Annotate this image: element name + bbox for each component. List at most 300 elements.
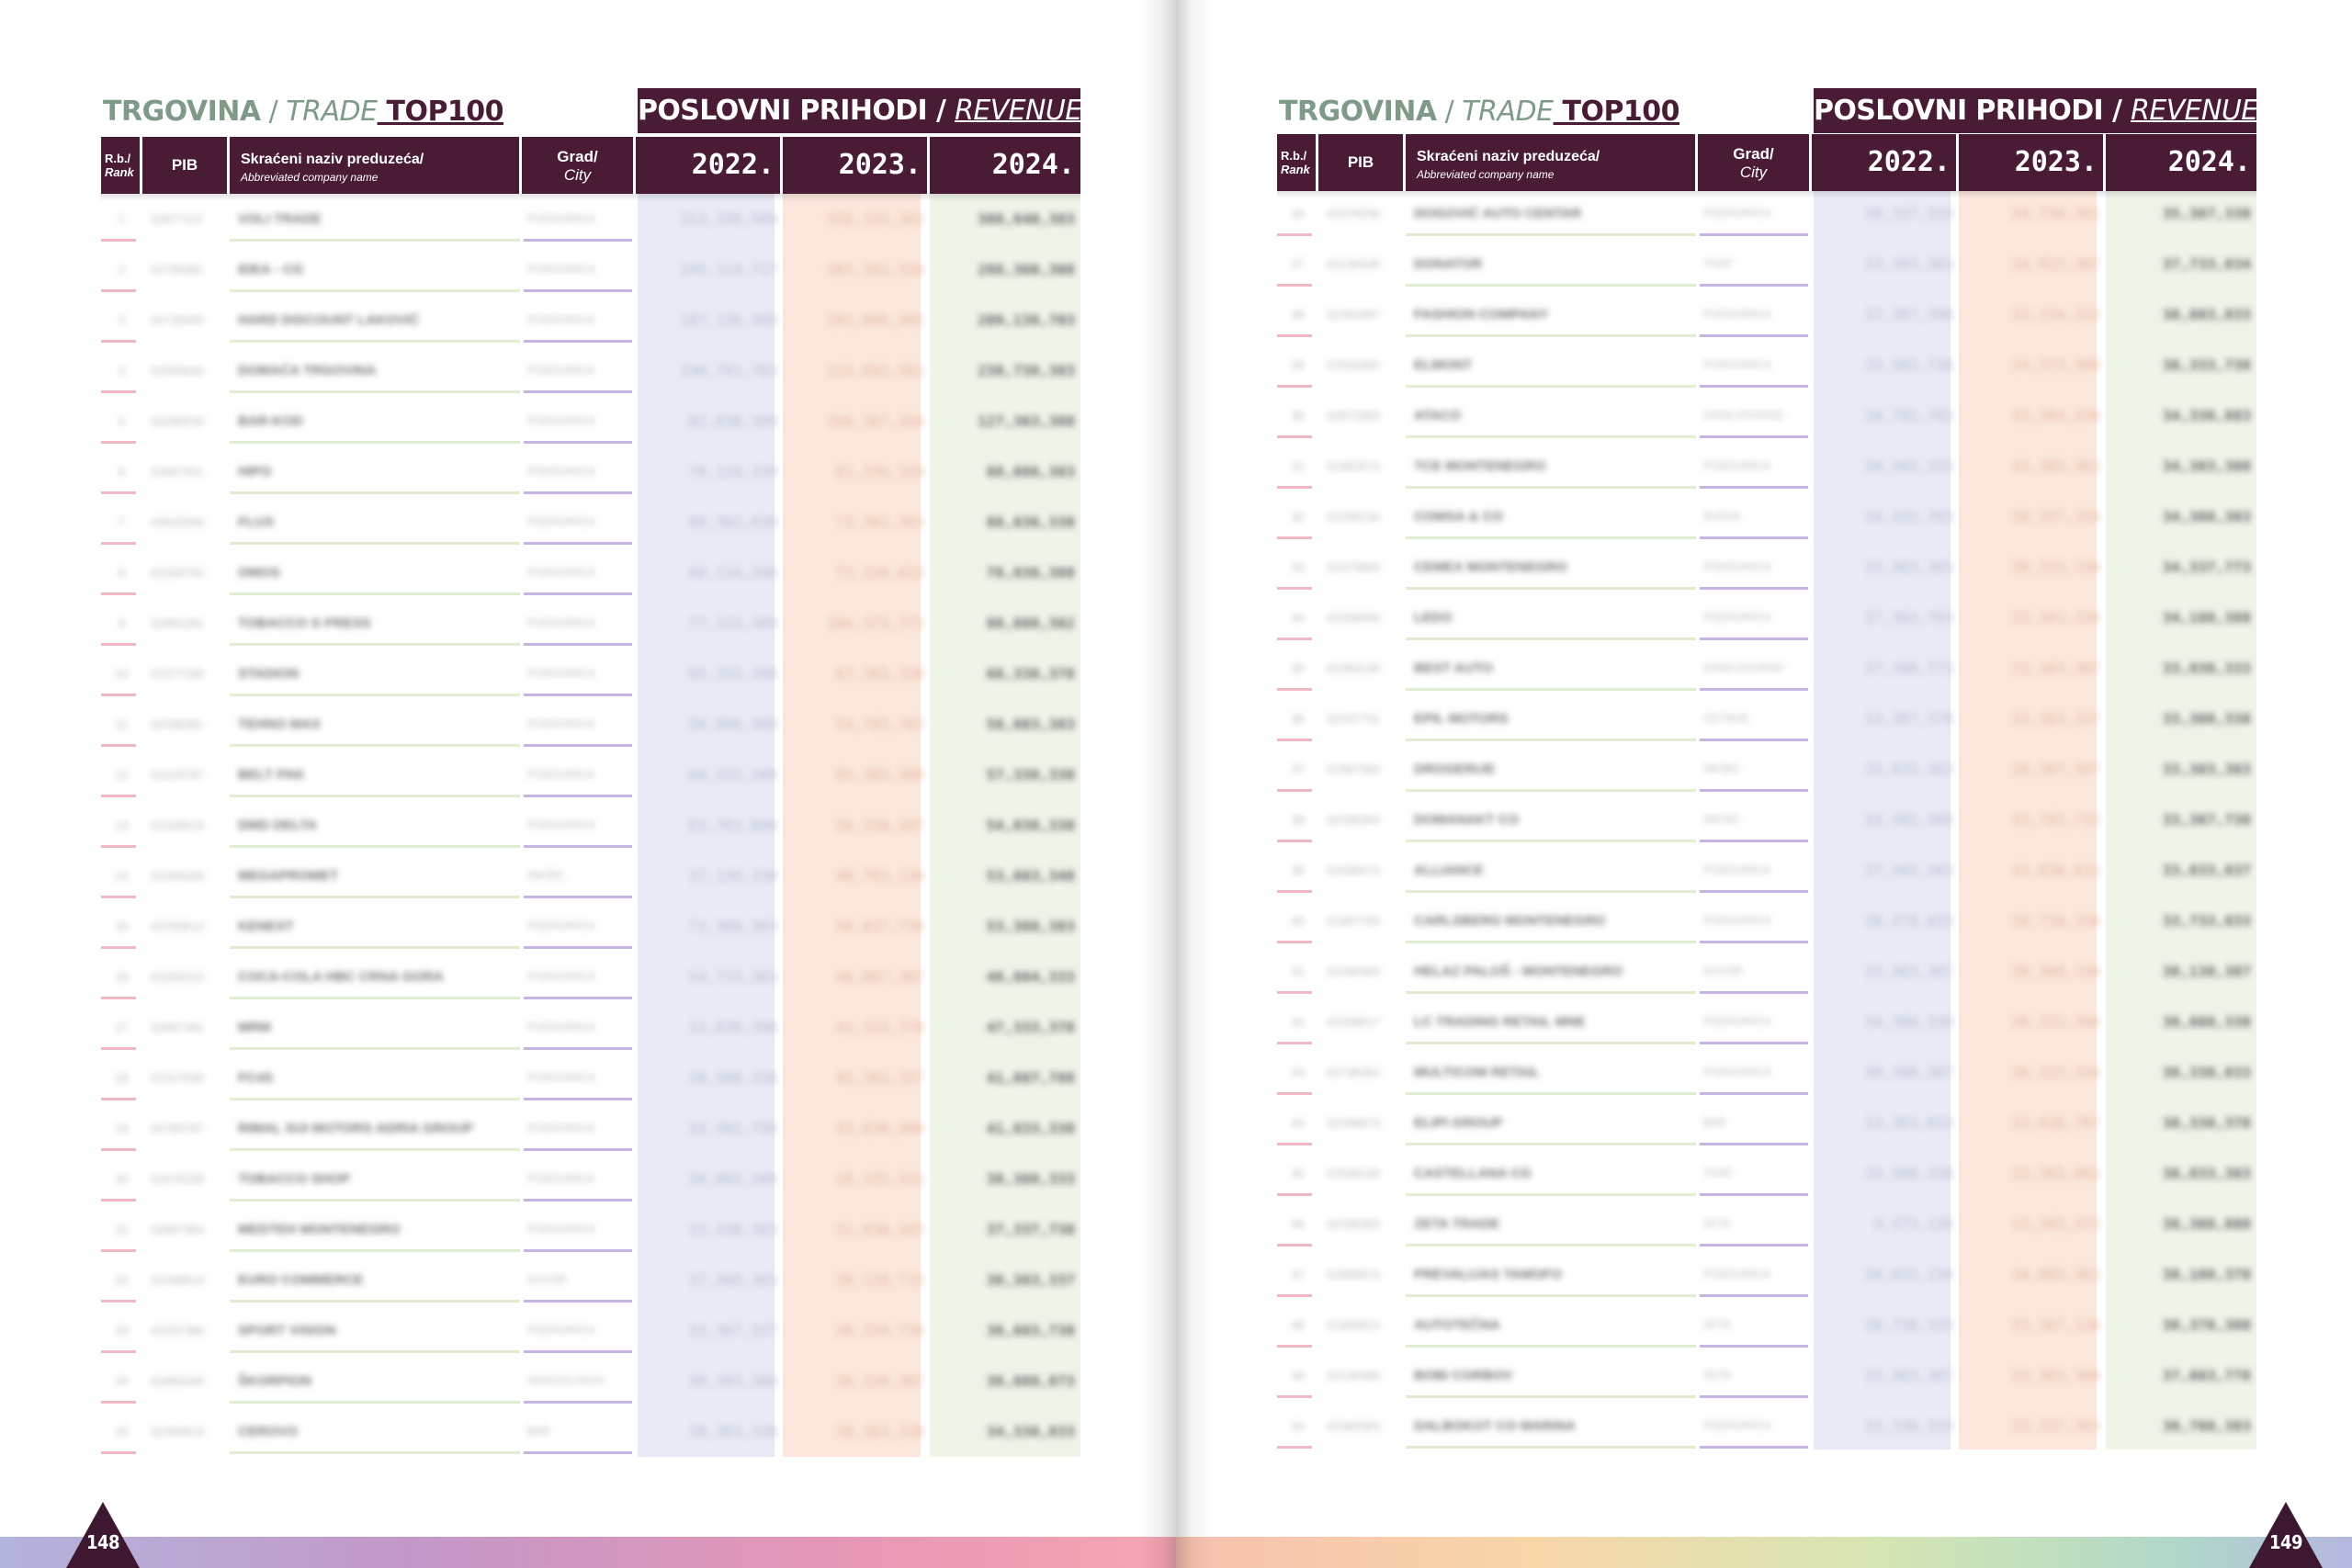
cell-rank: 6 bbox=[118, 465, 126, 479]
table-row bbox=[1277, 1350, 2256, 1401]
row-separator-rank bbox=[1277, 1345, 1312, 1348]
cell-revenue-2023: 34,738,381 bbox=[2011, 205, 2100, 222]
row-separator-city bbox=[1700, 1345, 1808, 1348]
section-title bbox=[1279, 96, 1679, 128]
cell-revenue-2023: 56,837,738 bbox=[835, 918, 924, 935]
row-separator-rank bbox=[101, 491, 136, 494]
cell-company-name: AUTOTEČNA bbox=[1414, 1317, 1500, 1333]
cell-pib: 02338138 bbox=[1327, 1167, 1380, 1180]
cell-revenue-2022: 33,383,388 bbox=[1864, 811, 1953, 829]
revenues-banner bbox=[1814, 88, 2276, 133]
row-separator-name bbox=[1406, 991, 1696, 994]
section-title-slash: / bbox=[1436, 96, 1463, 128]
cell-city: PODGORICA bbox=[1703, 358, 1771, 371]
row-separator-city bbox=[1700, 941, 1808, 943]
cell-rank: 7 bbox=[118, 515, 126, 529]
cell-city: PODGORICA bbox=[527, 768, 595, 781]
row-separator-city bbox=[524, 845, 632, 848]
cell-revenue-2022: 78,134,339 bbox=[688, 463, 777, 480]
cell-rank: 24 bbox=[115, 1374, 129, 1388]
cell-revenue-2022: 33,381,798 bbox=[688, 1120, 777, 1137]
table-row bbox=[1277, 441, 2256, 491]
cell-pib: 02338383 bbox=[1327, 964, 1380, 978]
cell-city: PODGORICA bbox=[527, 1223, 595, 1235]
table-row bbox=[1277, 592, 2256, 643]
table-row bbox=[101, 497, 1080, 547]
cell-revenue-2024: 34,188,388 bbox=[2162, 609, 2251, 626]
cell-revenue-2024: 78,838,388 bbox=[986, 564, 1075, 581]
cell-city: CETINJE bbox=[1703, 712, 1750, 725]
row-separator-rank bbox=[1277, 1446, 1312, 1449]
row-separator-name bbox=[230, 1148, 520, 1151]
header-rank-label: R.b./ bbox=[105, 152, 131, 165]
row-separator-name bbox=[1406, 1446, 1696, 1449]
table-row bbox=[1277, 1199, 2256, 1249]
cell-revenue-2023: 33,838,787 bbox=[2011, 1114, 2100, 1132]
row-separator-city bbox=[1700, 536, 1808, 539]
cell-revenue-2022: 37,138,338 bbox=[688, 867, 777, 885]
cell-city: DANILOVGRAD bbox=[1703, 409, 1784, 422]
cell-revenue-2024: 38,338,378 bbox=[2162, 1114, 2251, 1132]
cell-company-name: KENEXT bbox=[238, 919, 294, 934]
cell-revenue-2024: 48,884,333 bbox=[986, 968, 1075, 986]
row-separator-rank bbox=[1277, 1193, 1312, 1196]
table-row bbox=[1277, 1098, 2256, 1148]
cell-revenue-2022: 38,383,333 bbox=[1864, 457, 1953, 475]
cell-company-name: VOLI TRADE bbox=[238, 211, 322, 227]
cell-city: PODGORICA bbox=[527, 970, 595, 983]
cell-revenue-2024: 57,338,338 bbox=[986, 766, 1075, 784]
row-separator-rank bbox=[101, 441, 136, 444]
cell-company-name: TOBACCO S PRESS bbox=[238, 615, 371, 631]
cell-city: PODGORICA bbox=[527, 667, 595, 680]
cell-city: ZETA bbox=[1703, 1369, 1731, 1382]
cell-rank: 25 bbox=[115, 1425, 129, 1438]
cell-revenue-2022: 313,356,509 bbox=[680, 210, 777, 228]
cell-revenue-2023: 34,833,387 bbox=[2011, 255, 2100, 273]
row-separator-rank bbox=[1277, 486, 1312, 489]
cell-city: PODGORICA bbox=[1703, 1066, 1771, 1078]
cell-city: BUDVA bbox=[1703, 510, 1741, 523]
cell-company-name: DONATOR bbox=[1414, 256, 1483, 272]
cell-revenue-2023: 33,383,387 bbox=[2011, 660, 2100, 677]
row-separator-rank bbox=[1277, 1042, 1312, 1044]
cell-company-name: LEDO bbox=[1414, 610, 1453, 626]
cell-city: PODGORICA bbox=[1703, 1268, 1771, 1280]
row-separator-name bbox=[230, 1249, 520, 1252]
cell-rank: 15 bbox=[115, 919, 129, 933]
cell-revenue-2022: 33,338,383 bbox=[688, 1221, 777, 1238]
cell-pib: 02383387 bbox=[1327, 308, 1380, 321]
cell-revenue-2023: 33,383,337 bbox=[2011, 710, 2100, 728]
row-separator-rank bbox=[1277, 587, 1312, 590]
cell-revenue-2024: 58,883,383 bbox=[986, 716, 1075, 733]
row-separator-name bbox=[230, 694, 520, 696]
cell-revenue-2024: 53,388,383 bbox=[986, 918, 1075, 935]
table-row bbox=[101, 952, 1080, 1002]
cell-revenue-2024: 88,886,383 bbox=[986, 463, 1075, 480]
section-title-trgovina: TRGOVINA bbox=[1279, 96, 1437, 128]
cell-revenue-2023: 104,373,373 bbox=[827, 615, 924, 632]
cell-company-name: ELIPI GROUP bbox=[1414, 1115, 1503, 1131]
row-separator-name bbox=[230, 441, 520, 444]
table-row bbox=[101, 800, 1080, 851]
row-separator-rank bbox=[1277, 1244, 1312, 1247]
cell-city: KOTOR bbox=[527, 1273, 567, 1286]
cell-revenue-2024: 38,388,888 bbox=[2162, 1215, 2251, 1233]
cell-rank: 14 bbox=[115, 869, 129, 883]
cell-revenue-2024: 37,883,778 bbox=[2162, 1367, 2251, 1384]
cell-company-name: TCE MONTENEGRO bbox=[1414, 458, 1546, 474]
table-row bbox=[101, 295, 1080, 345]
cell-pib: 02735095 bbox=[151, 313, 204, 327]
table-row bbox=[101, 446, 1080, 497]
cell-pib: 02338813 bbox=[151, 1273, 204, 1287]
row-separator-name bbox=[230, 744, 520, 747]
cell-pib: 02333385 bbox=[1327, 358, 1380, 372]
header-rank bbox=[101, 137, 142, 194]
table-row bbox=[101, 851, 1080, 901]
cell-city: PODGORICA bbox=[1703, 459, 1771, 472]
cell-revenue-2022: 38,883,388 bbox=[688, 1170, 777, 1188]
cell-rank: 26 bbox=[1291, 207, 1305, 220]
cell-city: PODGORICA bbox=[1703, 1419, 1771, 1432]
cell-city: PODGORICA bbox=[1703, 863, 1771, 876]
cell-pib: 02882281 bbox=[151, 616, 204, 630]
header-year-2023: 2023. bbox=[1959, 134, 2106, 191]
cell-pib: 02383373 bbox=[1327, 459, 1380, 473]
cell-revenue-2024: 53,883,348 bbox=[986, 867, 1075, 885]
row-separator-rank bbox=[1277, 435, 1312, 438]
cell-city: HERCEG NOVI bbox=[527, 1374, 605, 1387]
cell-revenue-2022: 37,383,783 bbox=[1864, 609, 1953, 626]
row-separator-city bbox=[1700, 334, 1808, 337]
cell-rank: 34 bbox=[1291, 611, 1305, 625]
cell-revenue-2023: 356,335,303 bbox=[827, 210, 924, 228]
row-separator-city bbox=[524, 239, 632, 242]
cell-city: TIVAT bbox=[1703, 257, 1734, 270]
cell-company-name: PREVALIJAS TAMOFO bbox=[1414, 1267, 1563, 1282]
cell-company-name: TOBACCO SHOP bbox=[238, 1171, 351, 1187]
cell-rank: 49 bbox=[1291, 1369, 1305, 1382]
cell-revenue-2022: 245,114,717 bbox=[680, 261, 777, 278]
cell-company-name: FC4S bbox=[238, 1070, 274, 1086]
cell-city: PODGORICA bbox=[527, 717, 595, 730]
cell-revenue-2022: 33,383,383 bbox=[1864, 558, 1953, 576]
row-separator-city bbox=[524, 1148, 632, 1151]
cell-revenue-2023: 34,883,383 bbox=[2011, 1266, 2100, 1283]
row-separator-city bbox=[1700, 587, 1808, 590]
cell-city: PODGORICA bbox=[527, 818, 595, 831]
cell-rank: 50 bbox=[1291, 1419, 1305, 1433]
cell-revenue-2024: 34,338,883 bbox=[2162, 407, 2251, 424]
row-separator-city bbox=[524, 289, 632, 292]
cell-city: PODGORICA bbox=[1703, 611, 1771, 624]
cell-city: PODGORICA bbox=[527, 919, 595, 932]
cell-revenue-2024: 38,888,338 bbox=[2162, 1013, 2251, 1031]
row-separator-city bbox=[1700, 486, 1808, 489]
row-separator-city bbox=[524, 1300, 632, 1303]
row-separator-city bbox=[1700, 1395, 1808, 1398]
cell-rank: 46 bbox=[1291, 1217, 1305, 1231]
table-row bbox=[101, 1154, 1080, 1204]
cell-pib: 02387783 bbox=[1327, 914, 1380, 928]
row-separator-name bbox=[1406, 739, 1696, 741]
row-separator-rank bbox=[101, 1098, 136, 1100]
cell-revenue-2024: 209,138,703 bbox=[978, 311, 1075, 329]
cell-pib: 02378338 bbox=[1327, 207, 1380, 220]
cell-city: PODGORICA bbox=[527, 465, 595, 478]
cell-revenue-2024: 68,338,378 bbox=[986, 665, 1075, 682]
row-separator-city bbox=[524, 896, 632, 898]
header-city-label: Grad/ bbox=[1733, 145, 1774, 163]
row-separator-rank bbox=[101, 845, 136, 848]
cell-revenue-2024: 88,888,382 bbox=[986, 615, 1075, 632]
cell-revenue-2022: 33,388,338 bbox=[1864, 1165, 1953, 1182]
row-separator-rank bbox=[1277, 688, 1312, 691]
cell-revenue-2024: 37,337,738 bbox=[986, 1221, 1075, 1238]
row-separator-name bbox=[230, 946, 520, 949]
cell-rank: 19 bbox=[115, 1122, 129, 1135]
table-row bbox=[101, 1356, 1080, 1406]
cell-revenue-2023: 65,383,388 bbox=[835, 766, 924, 784]
cell-revenue-2022: 37,387,398 bbox=[1864, 306, 1953, 323]
cell-revenue-2022: 38,738,333 bbox=[1864, 1316, 1953, 1334]
cell-pib: 02338373 bbox=[1327, 863, 1380, 877]
table-row bbox=[101, 750, 1080, 800]
row-separator-rank bbox=[1277, 334, 1312, 337]
row-separator-rank bbox=[1277, 637, 1312, 640]
cell-pib: 02328838 bbox=[1327, 611, 1380, 625]
cell-revenue-2023: 33,838,388 bbox=[835, 1120, 924, 1137]
section-title-top100: TOP100 bbox=[377, 96, 504, 128]
header-rank-label-en: Rank bbox=[105, 165, 134, 179]
cell-revenue-2022: 37,383,383 bbox=[1864, 862, 1953, 879]
cell-revenue-2022: 34,388,338 bbox=[1864, 1013, 1953, 1031]
table-row bbox=[101, 547, 1080, 598]
cell-revenue-2022: 34,783,783 bbox=[1864, 407, 1953, 424]
cell-revenue-2022: 33,338,333 bbox=[1864, 1417, 1953, 1435]
row-separator-rank bbox=[1277, 1092, 1312, 1095]
section-title-trade: TRADE bbox=[286, 96, 378, 128]
row-separator-name bbox=[1406, 1395, 1696, 1398]
cell-revenue-2024: 33,733,833 bbox=[2162, 912, 2251, 930]
cell-company-name: BEST AUTO bbox=[1414, 660, 1493, 676]
cell-rank: 47 bbox=[1291, 1268, 1305, 1281]
row-separator-rank bbox=[101, 795, 136, 797]
header-rank-label: R.b./ bbox=[1281, 149, 1307, 163]
cell-company-name: DALBOKOT CO MARINA bbox=[1414, 1418, 1576, 1434]
row-separator-name bbox=[230, 340, 520, 343]
cell-rank: 3 bbox=[118, 313, 126, 327]
cell-revenue-2022: 33,383,387 bbox=[1864, 963, 1953, 980]
cell-rank: 44 bbox=[1291, 1116, 1305, 1130]
cell-company-name: COMSA & CO bbox=[1414, 509, 1503, 525]
cell-company-name: ZETA TRADE bbox=[1414, 1216, 1500, 1232]
cell-revenue-2022: 9,373,138 bbox=[1873, 1215, 1953, 1233]
row-separator-name bbox=[1406, 1092, 1696, 1095]
cell-pib: 02338383 bbox=[1327, 1217, 1380, 1231]
cell-rank: 11 bbox=[115, 717, 129, 731]
revenues-label: POSLOVNI PRIHODI / bbox=[638, 95, 956, 127]
cell-city: PODGORICA bbox=[527, 566, 595, 579]
row-separator-city bbox=[524, 1098, 632, 1100]
cell-revenue-2024: 38,883,738 bbox=[986, 1322, 1075, 1339]
row-separator-city bbox=[524, 744, 632, 747]
cell-revenue-2023: 38,138,733 bbox=[835, 1271, 924, 1289]
cell-city: PODGORICA bbox=[527, 616, 595, 629]
table-row bbox=[1277, 744, 2256, 795]
row-separator-name bbox=[1406, 941, 1696, 943]
cell-revenue-2023: 33,387,138 bbox=[2011, 1316, 2100, 1334]
cell-revenue-2023: 31,838,383 bbox=[835, 1221, 924, 1238]
cell-company-name: SPORT VISION bbox=[238, 1323, 336, 1338]
cell-revenue-2022: 54,733,383 bbox=[688, 968, 777, 986]
table-row bbox=[1277, 542, 2256, 592]
cell-company-name: DOGOVIĆ AUTO CENTAR bbox=[1414, 206, 1582, 221]
row-separator-name bbox=[1406, 385, 1696, 388]
row-separator-rank bbox=[101, 1249, 136, 1252]
cell-company-name: TEHNO MAX bbox=[238, 716, 321, 732]
cell-company-name: STADION bbox=[238, 666, 300, 682]
row-separator-rank bbox=[1277, 739, 1312, 741]
cell-city: PODGORICA bbox=[527, 313, 595, 326]
cell-pib: 02873383 bbox=[1327, 409, 1380, 423]
cell-revenue-2024: 38,333,738 bbox=[2162, 356, 2251, 374]
cell-revenue-2023: 48,887,387 bbox=[835, 968, 924, 986]
row-separator-name bbox=[1406, 486, 1696, 489]
header-year-2023: 2023. bbox=[783, 137, 930, 194]
cell-city: ZETA bbox=[1703, 1217, 1731, 1230]
row-separator-city bbox=[524, 946, 632, 949]
row-separator-city bbox=[524, 340, 632, 343]
row-separator-city bbox=[524, 441, 632, 444]
cell-revenue-2023: 33,384,338 bbox=[2011, 407, 2100, 424]
cell-revenue-2023: 106,387,348 bbox=[827, 412, 924, 430]
cell-rank: 35 bbox=[1291, 661, 1305, 675]
row-separator-rank bbox=[101, 390, 136, 393]
cell-pib: 02337731 bbox=[1327, 712, 1380, 726]
row-separator-name bbox=[1406, 1345, 1696, 1348]
row-separator-rank bbox=[101, 340, 136, 343]
cell-company-name: CARLSBERG MONTENEGRO bbox=[1414, 913, 1606, 929]
cell-revenue-2023: 38,738,338 bbox=[2011, 912, 2100, 930]
cell-revenue-2024: 38,388,333 bbox=[986, 1170, 1075, 1188]
cell-city: PODGORICA bbox=[527, 1324, 595, 1337]
row-separator-name bbox=[230, 491, 520, 494]
cell-revenue-2024: 34,383,388 bbox=[2162, 457, 2251, 475]
cell-revenue-2022: 82,838,399 bbox=[688, 412, 777, 430]
row-separator-name bbox=[1406, 637, 1696, 640]
cell-company-name: EPIL MOTORS bbox=[1414, 711, 1509, 727]
row-separator-name bbox=[230, 542, 520, 545]
row-separator-name bbox=[1406, 789, 1696, 792]
row-separator-rank bbox=[1277, 941, 1312, 943]
cell-company-name: FLUX bbox=[238, 514, 275, 530]
row-separator-name bbox=[1406, 890, 1696, 893]
table-row bbox=[101, 1053, 1080, 1103]
row-separator-city bbox=[524, 997, 632, 999]
cell-revenue-2023: 38,333,338 bbox=[2011, 558, 2100, 576]
cell-pib: 02783813 bbox=[151, 919, 204, 933]
row-separator-city bbox=[524, 1199, 632, 1201]
row-separator-rank bbox=[101, 1350, 136, 1353]
cell-rank: 37 bbox=[1291, 762, 1305, 776]
row-separator-rank bbox=[101, 896, 136, 898]
section-title-trade: TRADE bbox=[1462, 96, 1554, 128]
cell-revenue-2024: 47,333,378 bbox=[986, 1019, 1075, 1036]
cell-pib: 02328750 bbox=[151, 566, 204, 580]
cell-revenue-2022: 68,381,838 bbox=[688, 513, 777, 531]
header-company-label: Skraćeni naziv preduzeća/ bbox=[241, 152, 424, 167]
cell-rank: 32 bbox=[1291, 510, 1305, 524]
cell-pib: 02283313 bbox=[151, 970, 204, 984]
row-separator-name bbox=[1406, 536, 1696, 539]
cell-revenue-2023: 33,783,733 bbox=[2011, 811, 2100, 829]
cell-revenue-2022: 33,387,337 bbox=[688, 1322, 777, 1339]
row-separator-city bbox=[1700, 1092, 1808, 1095]
cell-rank: 13 bbox=[115, 818, 129, 832]
cell-pib: 02338384 bbox=[1327, 813, 1380, 827]
row-separator-rank bbox=[1277, 385, 1312, 388]
row-separator-name bbox=[230, 390, 520, 393]
cell-rank: 20 bbox=[115, 1172, 129, 1186]
cell-pib: 02138388 bbox=[1327, 1369, 1380, 1382]
row-separator-rank bbox=[101, 1199, 136, 1201]
section-title-trgovina: TRGOVINA bbox=[103, 96, 261, 128]
row-separator-name bbox=[230, 1300, 520, 1303]
cell-pib: 02887384 bbox=[151, 1223, 204, 1236]
cell-pib: 02378338 bbox=[151, 1172, 204, 1186]
cell-revenue-2024: 38,788,383 bbox=[2162, 1417, 2251, 1435]
cell-rank: 9 bbox=[118, 616, 126, 630]
row-separator-name bbox=[230, 997, 520, 999]
cell-pib: 02889873 bbox=[1327, 1268, 1380, 1281]
cell-pib: 02338817 bbox=[1327, 1015, 1380, 1029]
header-company-label-en: Abbreviated company name bbox=[241, 171, 379, 184]
cell-rank: 29 bbox=[1291, 358, 1305, 372]
row-separator-rank bbox=[101, 1148, 136, 1151]
row-separator-city bbox=[1700, 890, 1808, 893]
cell-pib: 02373883 bbox=[1327, 560, 1380, 574]
cell-revenue-2023: 73,338,833 bbox=[835, 564, 924, 581]
row-separator-city bbox=[1700, 1143, 1808, 1145]
row-separator-rank bbox=[101, 643, 136, 646]
row-separator-rank bbox=[1277, 1395, 1312, 1398]
table-row bbox=[1277, 1300, 2256, 1350]
cell-revenue-2023: 38,338,387 bbox=[835, 1372, 924, 1390]
row-separator-city bbox=[1700, 688, 1808, 691]
row-separator-name bbox=[1406, 840, 1696, 842]
row-separator-name bbox=[230, 1098, 520, 1100]
row-separator-city bbox=[1700, 233, 1808, 236]
cell-company-name: BOBI CORBOV bbox=[1414, 1368, 1513, 1383]
cell-rank: 30 bbox=[1291, 409, 1305, 423]
cell-rank: 2 bbox=[118, 263, 126, 276]
table-row bbox=[1277, 1047, 2256, 1098]
table-row bbox=[101, 1406, 1080, 1457]
cell-rank: 21 bbox=[115, 1223, 129, 1236]
row-separator-city bbox=[524, 542, 632, 545]
row-separator-city bbox=[1700, 1244, 1808, 1247]
cell-city: PODGORICA bbox=[527, 364, 595, 377]
cell-pib: 02323787 bbox=[151, 768, 204, 782]
cell-revenue-2023: 33,337,383 bbox=[2011, 1417, 2100, 1435]
cell-pib: 02383813 bbox=[1327, 1318, 1380, 1332]
cell-company-name: MULTICOM RETAIL bbox=[1414, 1065, 1540, 1080]
cell-company-name: HARD DISCOUNT LAKOVIĆ bbox=[238, 312, 420, 328]
cell-revenue-2022: 33,383,833 bbox=[1864, 1114, 1953, 1132]
